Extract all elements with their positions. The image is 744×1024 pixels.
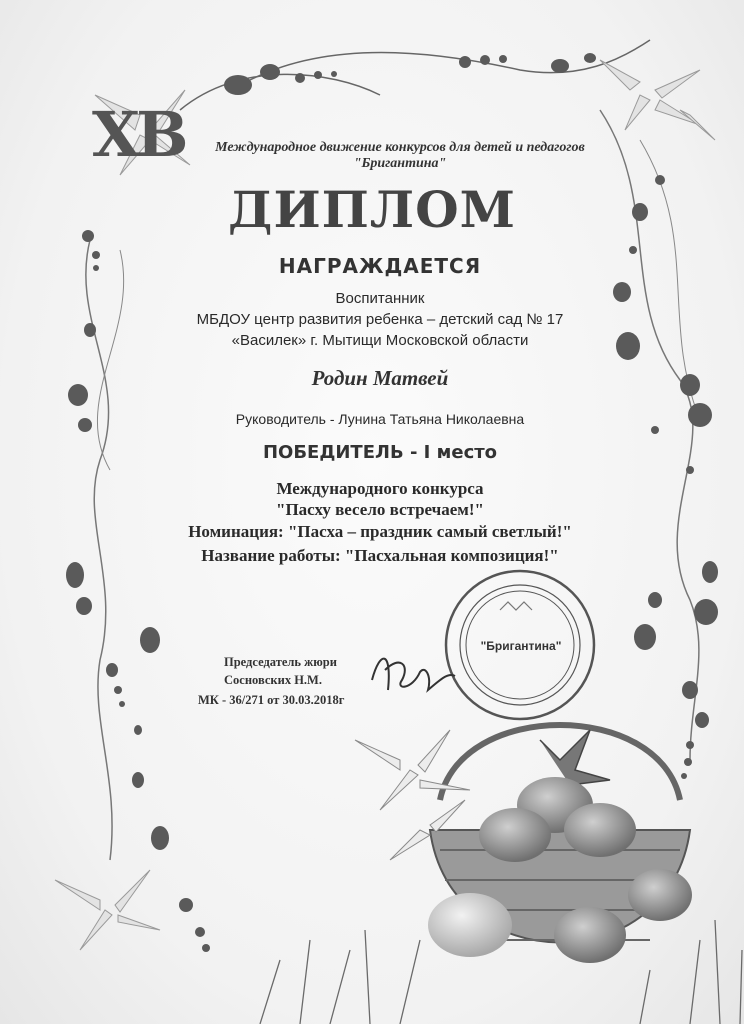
- contest-line1: Международного конкурса: [276, 479, 484, 498]
- jury-chair-name: Сосновских Н.М.: [224, 673, 322, 687]
- supervisor: Руководитель - Лунина Татьяна Николаевна: [235, 411, 525, 427]
- awarded-heading: НАГРАЖДАЕТСЯ: [278, 254, 482, 278]
- work-title: Название работы: "Пасхальная композиция!": [201, 546, 559, 565]
- top-vine: [180, 40, 650, 110]
- stamp-label: "Бригантина": [480, 639, 562, 653]
- document-number: МК - 36/271 от 30.03.2018г: [198, 693, 345, 707]
- contest-line2: "Пасху весело встречаем!": [276, 500, 484, 519]
- institution-line1: МБДОУ центр развития ребенка – детский сад № 17: [196, 311, 564, 328]
- organization-line2: "Бригантина": [353, 156, 447, 171]
- recipient-name: Родин Матвей: [311, 366, 449, 390]
- jury-chair-title: Председатель жюри: [224, 655, 337, 669]
- result-place: ПОБЕДИТЕЛЬ - I место: [262, 442, 498, 463]
- institution-line2: «Василек» г. Мытищи Московской области: [231, 332, 529, 349]
- lily-bottom-left: [55, 870, 160, 950]
- organization-line1: Международное движение конкурсов для детей и педагогов: [215, 140, 585, 155]
- lily-top-right: [600, 60, 715, 140]
- diploma-title: ДИПЛОМ: [227, 180, 517, 239]
- easter-basket: [428, 725, 692, 963]
- nomination: Номинация: "Пасха – праздник самый светлый!": [188, 522, 572, 541]
- recipient-role: Воспитанник: [335, 290, 425, 307]
- logo-monogram: ХВ: [92, 98, 185, 171]
- organization-name: [160, 140, 640, 172]
- signature-scribble: [372, 659, 455, 690]
